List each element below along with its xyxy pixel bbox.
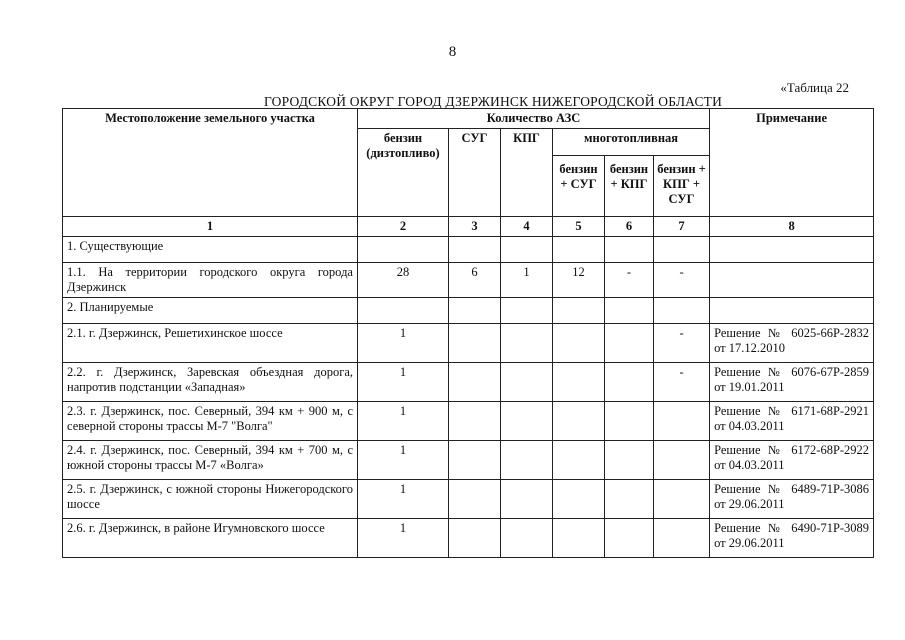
header-benzin: бензин (дизтопливо): [358, 129, 449, 217]
header-benzin-sug: бензин + СУГ: [553, 156, 605, 217]
header-location: Местоположение земельного участка: [63, 109, 358, 217]
col-num-7: 7: [654, 217, 710, 237]
header-count: Количество АЗС: [358, 109, 710, 129]
header-kpg: КПГ: [501, 129, 553, 217]
table-row: [63, 480, 874, 519]
row-location: 2.3. г. Дзержинск, пос. Северный, 394 км + 900 м, с северной стороны трассы М-7 "Волга": [63, 402, 358, 441]
page-number: 8: [448, 44, 457, 60]
table-row: [63, 324, 874, 363]
cell-benzin: 1: [358, 363, 449, 402]
row-note: Решение № 6171-68Р-2921 от 04.03.2011: [710, 402, 874, 441]
header-note: Примечание: [710, 109, 874, 217]
table-row: [63, 402, 874, 441]
header-multi: многотопливная: [553, 129, 710, 156]
cell-benzin: 1: [358, 441, 449, 480]
col-num-2: 2: [358, 217, 449, 237]
table-row: [63, 263, 874, 298]
cell-benzin-sug: 12: [553, 263, 605, 298]
section-label: 2. Планируемые: [63, 298, 358, 324]
table-row: [63, 363, 874, 402]
row-location: 2.1. г. Дзержинск, Решетихинское шоссе: [63, 324, 358, 363]
table-label: «Таблица 22: [780, 80, 849, 95]
cell-benzin: 1: [358, 519, 449, 558]
header-benzin-kpg-sug: бензин + КПГ + СУГ: [654, 156, 710, 217]
row-location: 1.1. На территории городского округа города Дзержинск: [63, 263, 358, 298]
row-note: Решение № 6172-68Р-2922 от 04.03.2011: [710, 441, 874, 480]
cell-benzin-kpg: -: [605, 263, 654, 298]
cell-benzin: 1: [358, 480, 449, 519]
row-note: Решение № 6489-71Р-3086 от 29.06.2011: [710, 480, 874, 519]
cell-benzin-kpg-sug: -: [654, 324, 710, 363]
table-heading: ГОРОДСКОЙ ОКРУГ ГОРОД ДЗЕРЖИНСК НИЖЕГОРОДСКОЙ ОБЛАСТИ: [264, 94, 723, 109]
cell-benzin: 28: [358, 263, 449, 298]
cell-benzin: 1: [358, 402, 449, 441]
cell-benzin: 1: [358, 324, 449, 363]
header-benzin-kpg: бензин + КПГ: [605, 156, 654, 217]
row-note: Решение № 6076-67Р-2859 от 19.01.2011: [710, 363, 874, 402]
cell-benzin-kpg-sug: -: [654, 363, 710, 402]
row-note: [710, 263, 874, 298]
cell-sug: 6: [449, 263, 501, 298]
azs-table: [62, 108, 874, 558]
row-location: 2.4. г. Дзержинск, пос. Северный, 394 км + 700 м, с южной стороны трассы М-7 «Волга»: [63, 441, 358, 480]
col-num-5: 5: [553, 217, 605, 237]
header-row-1: [63, 109, 874, 129]
col-num-8: 8: [710, 217, 874, 237]
header-sug: СУГ: [449, 129, 501, 217]
table-row: [63, 519, 874, 558]
column-number-row: [63, 217, 874, 237]
section-row-existing: [63, 237, 874, 263]
row-note: Решение № 6025-66Р-2832 от 17.12.2010: [710, 324, 874, 363]
cell-benzin-kpg-sug: -: [654, 263, 710, 298]
row-location: 2.6. г. Дзержинск, в районе Игумновского шоссе: [63, 519, 358, 558]
col-num-1: 1: [63, 217, 358, 237]
row-note: Решение № 6490-71Р-3089 от 29.06.2011: [710, 519, 874, 558]
cell-kpg: 1: [501, 263, 553, 298]
section-row-planned: [63, 298, 874, 324]
col-num-6: 6: [605, 217, 654, 237]
row-location: 2.2. г. Дзержинск, Заревская объездная дорога, напротив подстанции «Западная»: [63, 363, 358, 402]
section-label: 1. Существующие: [63, 237, 358, 263]
table-row: [63, 441, 874, 480]
col-num-4: 4: [501, 217, 553, 237]
row-location: 2.5. г. Дзержинск, с южной стороны Нижегородского шоссе: [63, 480, 358, 519]
col-num-3: 3: [449, 217, 501, 237]
